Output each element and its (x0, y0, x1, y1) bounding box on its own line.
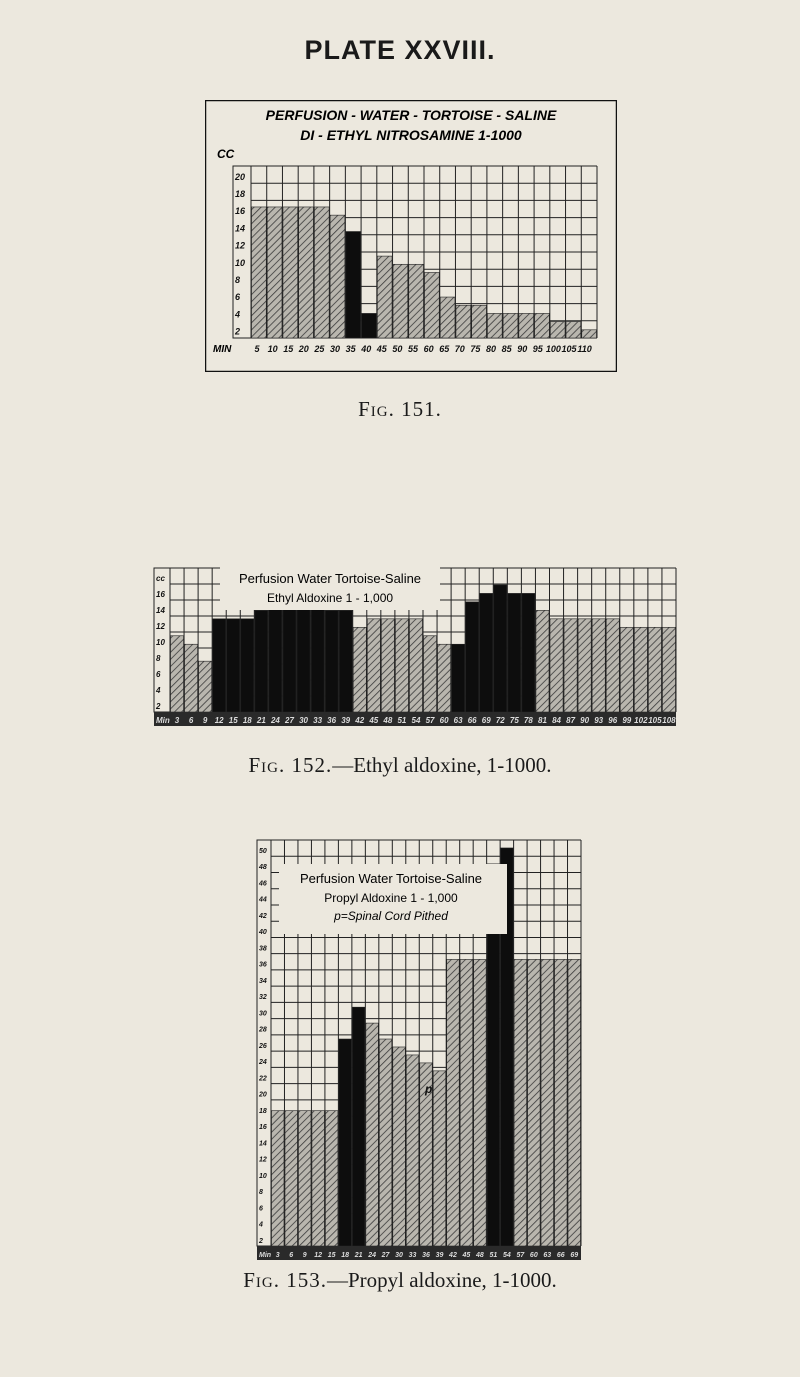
bar-14 (472, 305, 487, 338)
bar-18 (424, 636, 437, 712)
x-tick-label: 63 (543, 1252, 552, 1259)
bar-32 (620, 627, 633, 712)
y-tick-label: 44 (259, 896, 267, 904)
bar-0 (252, 207, 267, 338)
figure-152 (140, 562, 680, 740)
y-tick-label: 42 (259, 912, 267, 920)
bar-8 (377, 256, 392, 338)
x-tick-label: 3 (174, 716, 180, 725)
unit-label: CC (217, 147, 235, 161)
y-tick-label: 28 (259, 1026, 267, 1034)
x-tick-label: 66 (467, 716, 477, 725)
x-tick-label: 66 (556, 1252, 565, 1259)
bar-14 (460, 959, 472, 1246)
bar-1 (267, 207, 282, 338)
x-tick-label: 45 (376, 344, 387, 354)
figure-153 (249, 836, 585, 1268)
caption-fig-number: Fig. 152. (248, 753, 333, 777)
bar-10 (406, 1055, 418, 1246)
bar-drug-21 (466, 602, 479, 712)
caption-fig-number: Fig. 153. (243, 1268, 327, 1292)
chart-title-line-3: p=Spinal Cord Pithed (334, 909, 448, 923)
bar-drug-11 (325, 610, 338, 712)
bar-2 (283, 207, 298, 338)
x-tick-label: 5 (254, 344, 260, 354)
x-tick-label: 72 (495, 716, 505, 725)
x-tick-label: 105 (561, 344, 577, 354)
y-tick-label: 20 (235, 171, 246, 182)
x-tick-label: 6 (188, 716, 194, 725)
x-tick-label: 100 (545, 344, 561, 354)
x-tick-label: 27 (381, 1252, 390, 1259)
bar-drug-6 (352, 1007, 364, 1246)
caption-151 (0, 397, 800, 422)
x-tick-label: 3 (275, 1252, 280, 1259)
x-tick-label: 99 (622, 716, 632, 725)
x-tick-label: 12 (214, 716, 224, 725)
caption-152 (0, 753, 800, 778)
bar-9 (393, 1047, 405, 1246)
x-tick-label: 69 (481, 716, 491, 725)
bar-15 (474, 959, 486, 1246)
bar-30 (592, 619, 605, 712)
bar-4 (325, 1111, 337, 1246)
x-tick-label: 45 (369, 716, 379, 725)
bar-12 (433, 1071, 445, 1246)
bar-drug-23 (494, 585, 507, 712)
bar-33 (634, 627, 647, 712)
y-tick-label: 2 (156, 701, 161, 711)
y-tick-label: 14 (235, 223, 246, 234)
y-tick-label: 12 (259, 1156, 267, 1164)
figure-152-chart (140, 562, 680, 740)
y-tick-label: 12 (235, 240, 246, 251)
bar-drug-6 (255, 610, 268, 712)
x-tick-label: 36 (327, 716, 337, 725)
bar-7 (366, 1023, 378, 1246)
x-tick-label: 6 (289, 1252, 294, 1259)
y-tick-label: 10 (235, 257, 246, 268)
y-tick-label: 30 (259, 1010, 267, 1018)
bar-5 (330, 215, 345, 338)
x-tick-label: 102 (634, 716, 648, 725)
x-tick-label: 10 (267, 344, 278, 354)
x-tick-label: 63 (453, 716, 463, 725)
x-tick-label: 95 (532, 344, 543, 354)
bar-4 (314, 207, 329, 338)
bar-21 (555, 959, 567, 1246)
pithed-annotation: p (425, 1082, 433, 1096)
bar-19 (438, 644, 451, 712)
bar-22 (568, 959, 580, 1246)
bar-10 (409, 264, 424, 338)
x-axis-label: MIN (213, 344, 232, 355)
y-tick-label: 18 (235, 188, 246, 199)
figure-153-chart (249, 836, 585, 1268)
x-tick-label: 87 (566, 716, 576, 725)
x-tick-label: 57 (516, 1252, 525, 1259)
bar-15 (381, 619, 394, 712)
bar-34 (648, 627, 661, 712)
x-tick-label: 39 (435, 1252, 444, 1259)
bar-21 (582, 330, 597, 338)
y-tick-label: 14 (259, 1140, 267, 1148)
y-tick-label: 34 (259, 977, 267, 985)
y-tick-label: 8 (259, 1189, 263, 1197)
x-tick-label: 42 (449, 1252, 457, 1259)
bar-drug-4 (227, 619, 240, 712)
x-tick-label: 75 (509, 716, 519, 725)
caption-fig-number: Fig. 151. (358, 397, 442, 421)
bar-drug-22 (480, 593, 493, 712)
x-tick-label: 60 (439, 716, 449, 725)
x-tick-label: 48 (383, 716, 393, 725)
bar-drug-10 (311, 602, 324, 712)
y-tick-label: 20 (259, 1091, 267, 1099)
x-tick-label: 45 (462, 1252, 471, 1259)
x-axis-label: Min (259, 1252, 272, 1259)
x-tick-label: 110 (577, 344, 592, 354)
bar-8 (379, 1039, 391, 1246)
x-tick-label: 57 (425, 716, 435, 725)
y-tick-label: 46 (259, 880, 267, 888)
bar-plot-area (233, 166, 597, 354)
chart-title-line-1: Perfusion Water Tortoise-Saline (238, 571, 422, 586)
y-tick-label: 2 (235, 326, 241, 337)
y-tick-label: 16 (156, 589, 165, 599)
x-tick-label: 35 (345, 344, 356, 354)
bar-drug-7 (362, 313, 377, 338)
bar-18 (514, 959, 526, 1246)
y-tick-label: 50 (259, 847, 267, 855)
chart-title-line-1: PERFUSION - WATER - TORTOISE - SALINE (265, 107, 557, 123)
bar-15 (487, 313, 502, 338)
y-tick-label: 10 (156, 637, 165, 647)
bar-0 (171, 636, 184, 712)
x-axis-label: Min (156, 716, 170, 725)
y-tick-label: 16 (235, 206, 246, 217)
bar-drug-3 (213, 619, 226, 712)
y-tick-label: 4 (235, 309, 241, 320)
y-tick-label: 8 (156, 653, 161, 663)
bar-17 (409, 619, 422, 712)
y-tick-label: 14 (156, 605, 165, 615)
x-tick-label: 36 (422, 1252, 430, 1259)
x-tick-label: 12 (314, 1252, 323, 1259)
y-tick-label: 24 (259, 1059, 267, 1067)
y-tick-label: 12 (156, 621, 165, 631)
y-tick-label: 22 (259, 1075, 267, 1083)
bar-drug-12 (339, 610, 352, 712)
bar-13 (456, 305, 471, 338)
x-tick-label: 48 (476, 1252, 484, 1259)
x-tick-label: 9 (202, 716, 208, 725)
x-tick-label: 24 (368, 1252, 376, 1259)
bar-11 (425, 272, 440, 338)
bar-19 (550, 322, 565, 338)
x-tick-label: 33 (313, 716, 323, 725)
bar-0 (272, 1111, 284, 1246)
bar-1 (185, 644, 198, 712)
x-tick-label: 51 (489, 1252, 498, 1259)
x-tick-label: 93 (594, 716, 604, 725)
y-tick-label: 10 (259, 1172, 267, 1180)
x-tick-label: 90 (517, 344, 528, 354)
y-tick-label: 16 (259, 1124, 267, 1132)
x-tick-label: 80 (485, 344, 497, 354)
bar-26 (536, 610, 549, 712)
x-tick-label: 30 (329, 344, 341, 354)
x-tick-label: 78 (523, 716, 533, 725)
bar-18 (535, 313, 550, 338)
x-tick-label: 15 (228, 716, 238, 725)
bar-29 (578, 619, 591, 712)
bar-14 (367, 619, 380, 712)
bar-drug-25 (522, 593, 535, 712)
x-tick-label: 60 (529, 1252, 538, 1259)
chart-title-line-2: DI - ETHYL NITROSAMINE 1-1000 (300, 127, 522, 143)
bar-drug-9 (297, 602, 310, 712)
y-tick-label: cc (156, 573, 165, 583)
y-tick-label: 48 (259, 864, 267, 872)
bar-17 (519, 313, 534, 338)
caption-text: —Ethyl aldoxine, 1-1000. (332, 753, 552, 777)
y-tick-label: 36 (259, 961, 267, 969)
x-tick-label: 65 (439, 344, 450, 354)
bar-drug-5 (339, 1039, 351, 1246)
figure-151-chart (205, 100, 617, 372)
x-tick-label: 75 (470, 344, 481, 354)
y-tick-label: 6 (156, 669, 161, 679)
bar-drug-8 (283, 602, 296, 712)
y-tick-label: 18 (259, 1107, 267, 1115)
y-tick-label: 2 (259, 1237, 263, 1245)
bar-3 (312, 1111, 324, 1246)
y-tick-label: 6 (235, 292, 241, 303)
y-tick-label: 4 (156, 685, 161, 695)
bar-20 (566, 322, 581, 338)
y-tick-label: 38 (259, 945, 267, 953)
x-tick-label: 42 (355, 716, 365, 725)
x-tick-label: 20 (298, 344, 309, 354)
y-tick-label: 8 (235, 274, 241, 285)
bar-drug-20 (452, 644, 465, 712)
bar-13 (353, 627, 366, 712)
x-tick-label: 90 (580, 716, 590, 725)
x-tick-label: 30 (395, 1252, 403, 1259)
x-tick-label: 18 (242, 716, 252, 725)
figure-151 (205, 100, 617, 372)
x-tick-label: 69 (570, 1252, 579, 1259)
bar-drug-7 (269, 602, 282, 712)
caption-text: —Propyl aldoxine, 1-1000. (326, 1268, 557, 1292)
y-tick-label: 32 (259, 994, 267, 1002)
x-tick-label: 85 (501, 344, 512, 354)
x-tick-label: 54 (502, 1252, 511, 1259)
x-tick-label: 9 (302, 1252, 307, 1259)
bar-20 (541, 959, 553, 1246)
bar-drug-24 (508, 593, 521, 712)
x-tick-label: 40 (361, 344, 372, 354)
x-tick-label: 39 (341, 716, 351, 725)
bar-12 (440, 297, 455, 338)
x-tick-label: 51 (397, 716, 407, 725)
chart-title-line-1: Perfusion Water Tortoise-Saline (299, 871, 483, 886)
x-tick-label: 30 (299, 716, 308, 725)
bar-31 (606, 619, 619, 712)
bar-9 (393, 264, 408, 338)
x-tick-label: 15 (283, 344, 294, 354)
x-tick-label: 96 (608, 716, 618, 725)
caption-153 (0, 1268, 800, 1293)
x-tick-label: 84 (552, 716, 561, 725)
x-tick-label: 54 (411, 716, 421, 725)
chart-title-line-2: Propyl Aldoxine 1 - 1,000 (324, 891, 458, 905)
x-tick-label: 27 (285, 716, 294, 725)
bar-2 (199, 661, 212, 712)
bar-2 (298, 1111, 310, 1246)
y-tick-label: 40 (259, 929, 267, 937)
x-tick-label: 15 (327, 1252, 336, 1259)
y-tick-label: 4 (259, 1221, 263, 1229)
bar-27 (550, 619, 563, 712)
bar-19 (528, 959, 540, 1246)
x-tick-label: 21 (354, 1252, 363, 1259)
x-tick-label: 50 (392, 344, 403, 354)
bar-35 (662, 627, 675, 712)
chart-title-line-2: Ethyl Aldoxine 1 - 1,000 (266, 591, 394, 605)
x-tick-label: 81 (538, 716, 547, 725)
bar-1 (285, 1111, 297, 1246)
x-tick-label: 70 (454, 344, 465, 354)
bar-3 (299, 207, 314, 338)
bar-16 (395, 619, 408, 712)
x-tick-label: 18 (341, 1252, 350, 1259)
x-tick-label: 33 (408, 1252, 417, 1259)
bar-drug-6 (346, 232, 361, 338)
x-tick-label: 25 (314, 344, 325, 354)
y-tick-label: 26 (259, 1042, 267, 1050)
x-tick-label: 55 (407, 344, 419, 354)
bar-16 (503, 313, 518, 338)
x-tick-label: 108 (662, 716, 676, 725)
bar-28 (564, 619, 577, 712)
bar-13 (447, 959, 459, 1246)
x-tick-label: 21 (256, 716, 266, 725)
x-tick-label: 60 (423, 344, 434, 354)
plate-title: PLATE XXVIII. (304, 35, 496, 65)
bar-drug-5 (241, 619, 254, 712)
x-tick-label: 105 (648, 716, 662, 725)
y-tick-label: 6 (259, 1205, 263, 1213)
x-tick-label: 24 (270, 716, 280, 725)
